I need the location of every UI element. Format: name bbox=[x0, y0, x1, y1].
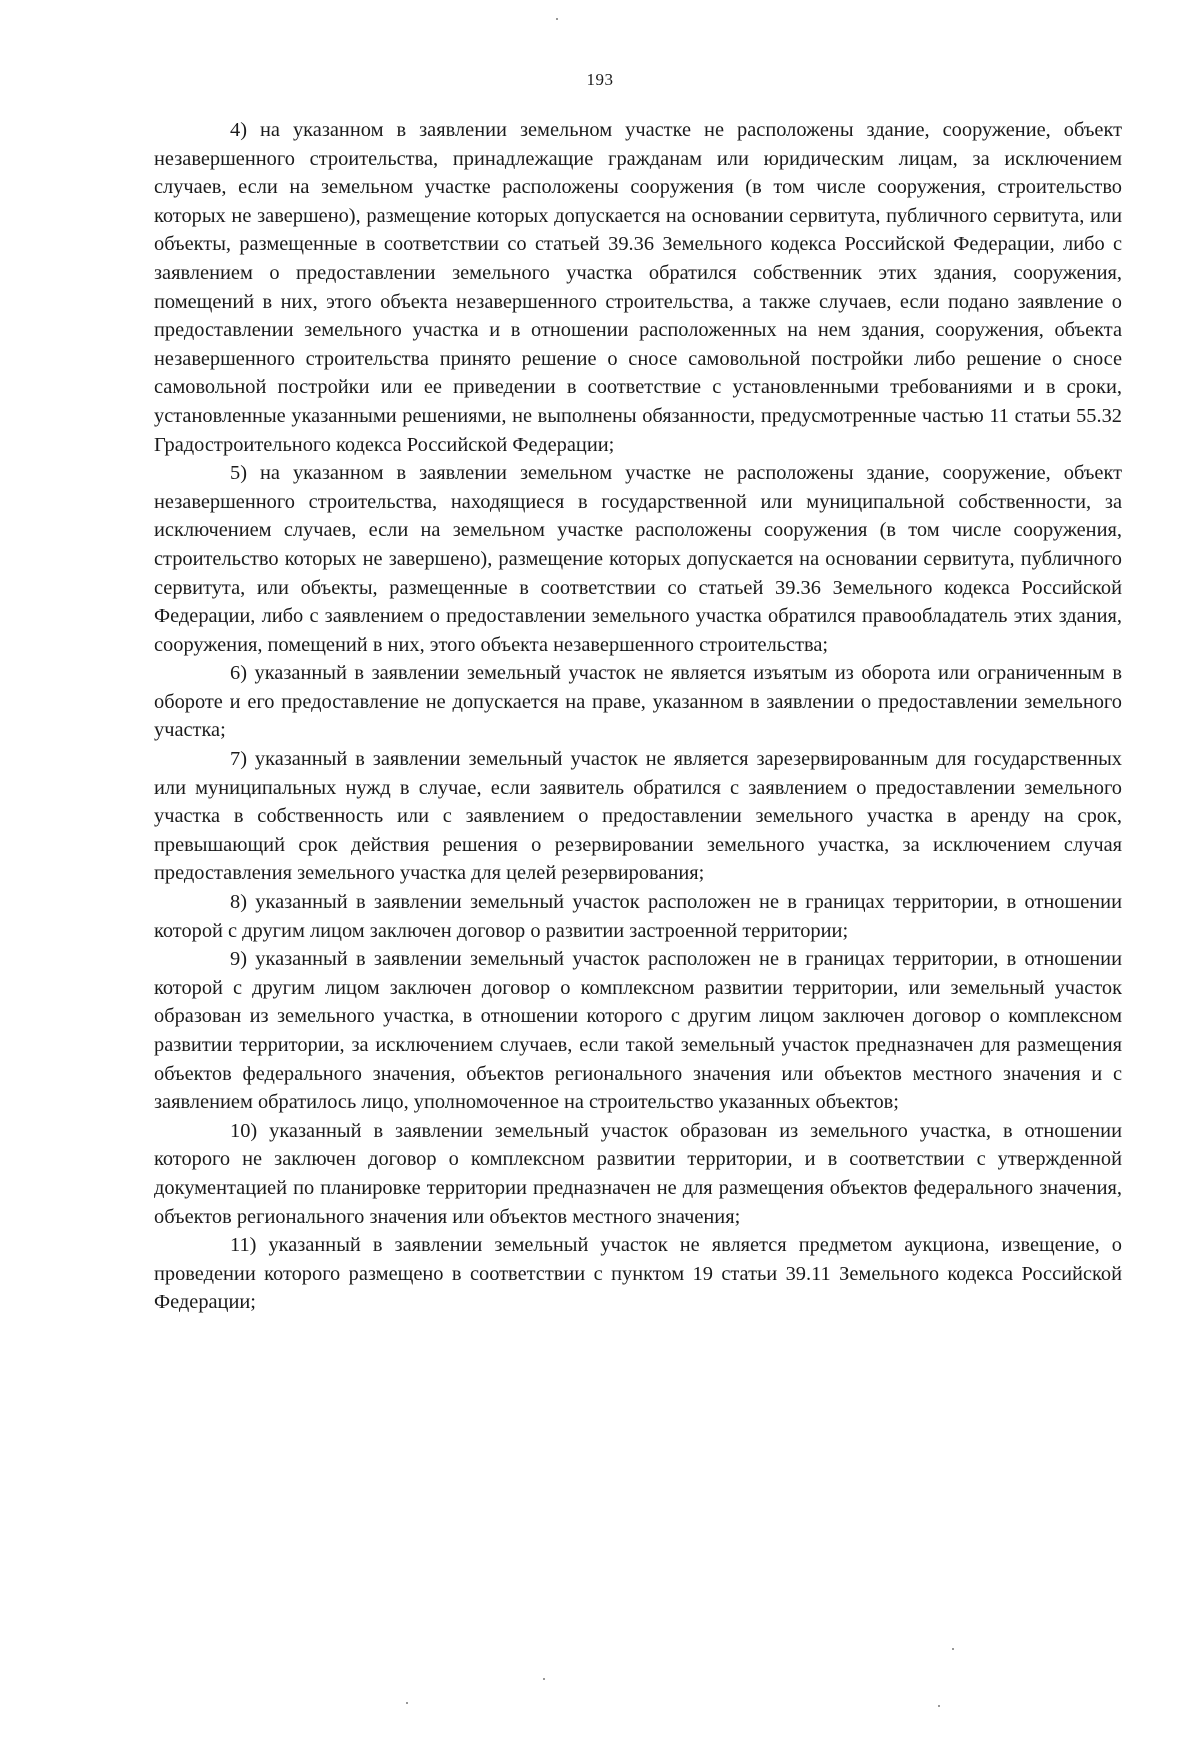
scan-speck bbox=[952, 1648, 954, 1650]
list-item-7: 7) указанный в заявлении земельный участок не является зарезервированным для государственных или муниципальных нужд в случае, если заявитель обратился с заявлением о предоставлении земельного участка в собственность или с заявлением о предоставлении земельного участка в аренду на срок, превышающий срок действия решения о резервировании земельного участка, за исключением случая предоставления земельного участка для целей резервирования; bbox=[154, 748, 1122, 885]
list-item-9: 9) указанный в заявлении земельный участок расположен не в границах территории, в отношении которой с другим лицом заключен договор о комплексном развитии территории, или земельный участок образован из земельного участка, в отношении которого с другим лицом заключен договор о комплексном развитии территории, за исключением случаев, если такой земельный участок предназначен для размещения объектов федерального значения, объектов регионального значения или объектов местного значения и с заявлением обратилось лицо, уполномоченное на строительство указанных объектов; bbox=[154, 948, 1122, 1114]
list-item-5: 5) на указанном в заявлении земельном участке не расположены здание, сооружение, объект незавершенного строительства, находящиеся в государственной или муниципальной собственности, за исключением случаев, если на земельном участке расположены сооружения (в том числе сооружения, строительство которых не завершено), размещение которых допускается на основании сервитута, публичного сервитута, или объекты, размещенные в соответствии со статьей 39.36 Земельного кодекса Российской Федерации, либо с заявлением о предоставлении земельного участка обратился правообладатель этих здания, сооружения, помещений в них, этого объекта незавершенного строительства; bbox=[154, 462, 1122, 656]
list-item-8: 8) указанный в заявлении земельный участок расположен не в границах территории, в отношении которой с другим лицом заключен договор о развитии застроенной территории; bbox=[154, 891, 1122, 942]
list-item-6: 6) указанный в заявлении земельный участок не является изъятым из оборота или ограниченным в обороте и его предоставление не допускается на праве, указанном в заявлении о предоставлении земельного участка; bbox=[154, 662, 1122, 742]
scan-speck bbox=[406, 1702, 408, 1704]
list-item-10: 10) указанный в заявлении земельный участок образован из земельного участка, в отношении которого не заключен договор о комплексном развитии территории, и в соответствии с утвержденной документацией по планировке территории предназначен не для размещения объектов федерального значения, объектов регионального значения или объектов местного значения; bbox=[154, 1119, 1122, 1228]
list-item-4: 4) на указанном в заявлении земельном участке не расположены здание, сооружение, объект незавершенного строительства, принадлежащие гражданам или юридическим лицам, за исключением случаев, если на земельном участке расположены сооружения (в том числе сооружения, строительство которых не завершено), размещение которых допускается на основании сервитута, публичного сервитута, или объекты, размещенные в соответствии со статьей 39.36 Земельного кодекса Российской Федерации, либо с заявлением о предоставлении земельного участка обратился собственник этих здания, сооружения, помещений в них, этого объекта незавершенного строительства, а также случаев, если подано заявление о предоставлении земельного участка и в отношении расположенных на нем здания, сооружения, объекта незавершенного строительства принято решение о сносе самовольной постройки либо решение о сносе самовольной постройки или ее приведении в соответствие с установленными требованиями и в сроки, установленные указанными решениями, не выполнены обязанности, предусмотренные частью 11 статьи 55.32 Градостроительного кодекса Российской Федерации; bbox=[154, 119, 1122, 456]
page-number: 193 bbox=[586, 70, 614, 89]
scan-speck bbox=[556, 18, 558, 20]
scan-speck bbox=[543, 1678, 545, 1680]
scan-speck bbox=[938, 1705, 940, 1707]
document-body bbox=[154, 116, 1122, 1317]
list-item-11: 11) указанный в заявлении земельный участок не является предметом аукциона, извещение, о проведении которого размещено в соответствии с пунктом 19 статьи 39.11 Земельного кодекса Российской Федерации; bbox=[154, 1234, 1122, 1314]
